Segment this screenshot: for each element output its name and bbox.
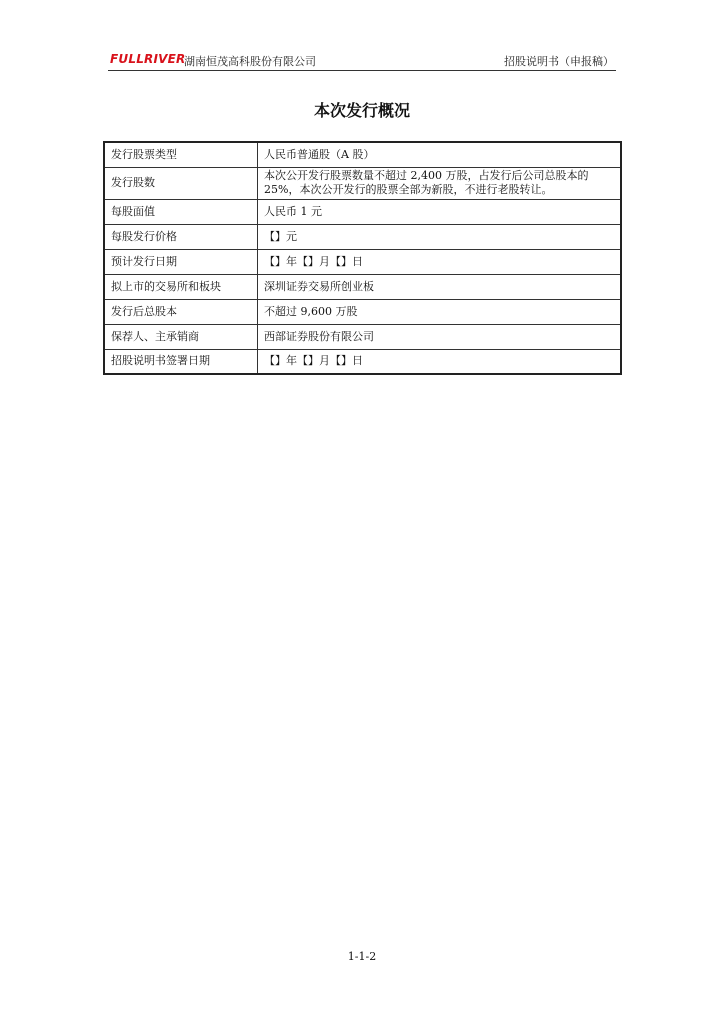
company-name: 湖南恒茂高科股份有限公司 bbox=[184, 55, 316, 68]
company-logo: FULLRIVER bbox=[110, 52, 186, 66]
row-label: 发行后总股本 bbox=[104, 299, 258, 324]
row-value: 【】年【】月【】日 bbox=[258, 349, 622, 374]
table-row bbox=[104, 349, 621, 374]
row-label: 发行股数 bbox=[104, 167, 258, 199]
table-row bbox=[104, 199, 621, 224]
row-value: 【】元 bbox=[258, 224, 622, 249]
offering-overview-table bbox=[103, 141, 622, 375]
document-title: 招股说明书（申报稿） bbox=[504, 55, 614, 68]
table-row bbox=[104, 324, 621, 349]
row-value: 【】年【】月【】日 bbox=[258, 249, 622, 274]
row-value: 不超过 9,600 万股 bbox=[258, 299, 622, 324]
table-row bbox=[104, 274, 621, 299]
row-label: 保荐人、主承销商 bbox=[104, 324, 258, 349]
table-row bbox=[104, 167, 621, 199]
row-value: 西部证券股份有限公司 bbox=[258, 324, 622, 349]
row-label: 发行股票类型 bbox=[104, 142, 258, 167]
row-value: 人民币 1 元 bbox=[258, 199, 622, 224]
page-header bbox=[108, 52, 616, 71]
row-label: 拟上市的交易所和板块 bbox=[104, 274, 258, 299]
page-number: 1-1-2 bbox=[347, 950, 377, 963]
row-value: 深圳证券交易所创业板 bbox=[258, 274, 622, 299]
row-label: 每股面值 bbox=[104, 199, 258, 224]
row-label: 每股发行价格 bbox=[104, 224, 258, 249]
table-row bbox=[104, 142, 621, 167]
table-row bbox=[104, 249, 621, 274]
page-title: 本次发行概况 bbox=[313, 101, 410, 120]
table-row bbox=[104, 224, 621, 249]
row-value: 人民币普通股（A 股） bbox=[258, 142, 622, 167]
row-label: 预计发行日期 bbox=[104, 249, 258, 274]
row-value: 本次公开发行股票数量不超过 2,400 万股，占发行后公司总股本的 25%，本次公开发行的股票全部为新股，不进行老股转让。 bbox=[258, 167, 622, 199]
row-label: 招股说明书签署日期 bbox=[104, 349, 258, 374]
table-row bbox=[104, 299, 621, 324]
